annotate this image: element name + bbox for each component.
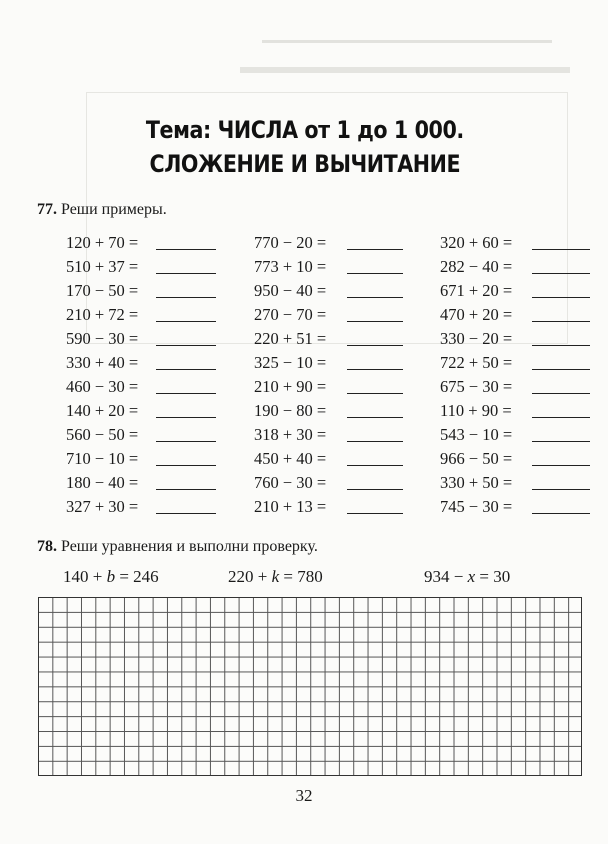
answer-blank[interactable] [156, 465, 216, 466]
equation-left: 934 − [424, 567, 468, 586]
answer-blank[interactable] [156, 417, 216, 418]
task-number: 78. [37, 538, 57, 555]
answer-blank[interactable] [347, 345, 403, 346]
example-expression: 210 + 13 = [254, 497, 327, 516]
equation-variable: b [106, 567, 116, 586]
answer-blank[interactable] [347, 369, 403, 370]
answer-blank[interactable] [156, 345, 216, 346]
answer-blank[interactable] [532, 297, 590, 298]
answer-blank[interactable] [532, 345, 590, 346]
example-expression: 140 + 20 = [66, 401, 139, 420]
answer-blank[interactable] [156, 297, 216, 298]
example-expression: 710 − 10 = [66, 449, 139, 468]
answer-blank[interactable] [347, 417, 403, 418]
bleed-through-text [262, 34, 562, 53]
example-expression: 966 − 50 = [440, 449, 513, 468]
page-number: 32 [295, 786, 313, 805]
answer-blank[interactable] [532, 417, 590, 418]
answer-blank[interactable] [532, 513, 590, 514]
answer-blank[interactable] [347, 489, 403, 490]
equation-variable: k [271, 567, 280, 586]
page-title-line-1: Тема: ЧИСЛА от 1 до 1 000. [145, 116, 464, 144]
example-expression: 543 − 10 = [440, 425, 513, 444]
example-expression: 190 − 80 = [254, 401, 327, 420]
answer-blank[interactable] [347, 321, 403, 322]
answer-blank[interactable] [532, 465, 590, 466]
equation-3 [424, 567, 510, 587]
example-expression: 325 − 10 = [254, 353, 327, 372]
answer-blank[interactable] [347, 297, 403, 298]
example-expression: 773 + 10 = [254, 257, 327, 276]
example-expression: 327 + 30 = [66, 497, 139, 516]
example-expression: 590 − 30 = [66, 329, 139, 348]
example-expression: 270 − 70 = [254, 305, 327, 324]
answer-blank[interactable] [347, 513, 403, 514]
task-instruction: Реши уравнения и выполни проверку. [61, 538, 318, 555]
equation-left: 220 + [228, 567, 272, 586]
example-expression: 220 + 51 = [254, 329, 327, 348]
example-expression: 282 − 40 = [440, 257, 513, 276]
example-expression: 450 + 40 = [254, 449, 327, 468]
answer-blank[interactable] [347, 441, 403, 442]
example-expression: 180 − 40 = [66, 473, 139, 492]
task-instruction: Реши примеры. [61, 201, 167, 218]
answer-blank[interactable] [156, 513, 216, 514]
answer-blank[interactable] [156, 489, 216, 490]
example-expression: 770 − 20 = [254, 233, 327, 252]
example-expression: 722 + 50 = [440, 353, 513, 372]
example-expression: 330 − 20 = [440, 329, 513, 348]
equation-right: = 246 [115, 567, 159, 586]
example-expression: 120 + 70 = [66, 233, 139, 252]
answer-blank[interactable] [532, 273, 590, 274]
answer-blank[interactable] [347, 393, 403, 394]
equation-right: = 30 [475, 567, 511, 586]
answer-blank[interactable] [347, 249, 403, 250]
page-title-line-2: СЛОЖЕНИЕ И ВЫЧИТАНИЕ [149, 150, 461, 178]
equation-2 [228, 567, 323, 587]
answer-blank[interactable] [532, 489, 590, 490]
example-expression: 510 + 37 = [66, 257, 139, 276]
example-expression: 318 + 30 = [254, 425, 327, 444]
example-expression: 560 − 50 = [66, 425, 139, 444]
example-expression: 460 − 30 = [66, 377, 139, 396]
task-number: 77. [37, 201, 57, 218]
example-expression: 170 − 50 = [66, 281, 139, 300]
answer-blank[interactable] [156, 393, 216, 394]
example-expression: 110 + 90 = [440, 401, 512, 420]
answer-blank[interactable] [532, 321, 590, 322]
equation-right: = 780 [279, 567, 323, 586]
answer-blank[interactable] [156, 321, 216, 322]
answer-blank[interactable] [532, 393, 590, 394]
answer-blank[interactable] [156, 249, 216, 250]
example-expression: 745 − 30 = [440, 497, 513, 516]
example-expression: 330 + 40 = [66, 353, 139, 372]
equation-1 [63, 567, 159, 587]
answer-blank[interactable] [156, 273, 216, 274]
example-expression: 330 + 50 = [440, 473, 513, 492]
answer-blank[interactable] [347, 465, 403, 466]
example-expression: 675 − 30 = [440, 377, 513, 396]
example-expression: 320 + 60 = [440, 233, 513, 252]
bleed-through-row-shape [240, 62, 580, 78]
task-78-heading [37, 538, 318, 556]
answer-blank[interactable] [156, 441, 216, 442]
example-expression: 950 − 40 = [254, 281, 327, 300]
example-expression: 671 + 20 = [440, 281, 513, 300]
answer-blank[interactable] [156, 369, 216, 370]
example-expression: 760 − 30 = [254, 473, 327, 492]
example-expression: 470 + 20 = [440, 305, 513, 324]
bleed-through-row [240, 62, 580, 83]
task-77-heading [37, 201, 167, 219]
equation-variable: x [467, 567, 476, 586]
answer-blank[interactable] [347, 273, 403, 274]
example-expression: 210 + 72 = [66, 305, 139, 324]
answer-blank[interactable] [532, 369, 590, 370]
example-expression: 210 + 90 = [254, 377, 327, 396]
answer-blank[interactable] [532, 249, 590, 250]
bleed-through-text-shape [262, 34, 562, 48]
answer-blank[interactable] [532, 441, 590, 442]
graph-paper-work-area[interactable] [38, 597, 582, 776]
equation-left: 140 + [63, 567, 107, 586]
